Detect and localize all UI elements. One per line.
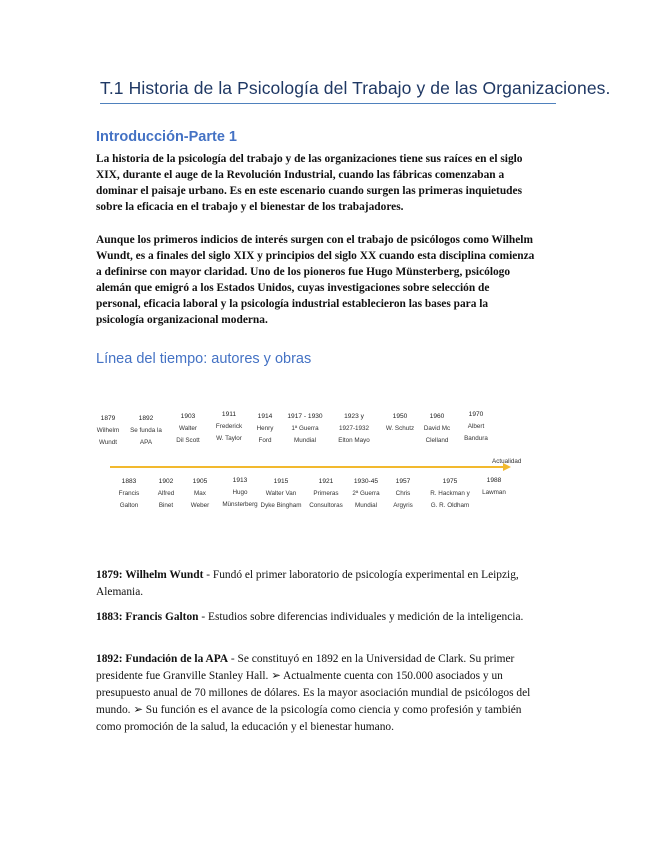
timeline-end-label: Actualidad (492, 458, 522, 465)
timeline-bottom-item: 1915 Walter Van Dyke Bingham (260, 478, 302, 509)
timeline-bottom-item: 1988 Lawman (482, 477, 506, 496)
timeline-top-item: 1950 W. Schutz (385, 413, 415, 432)
timeline-top-item: 1911 Frederick W. Taylor (215, 411, 243, 442)
timeline-bottom-item: 1975 R. Hackman y G. R. Oldham (430, 478, 470, 509)
timeline-axis (110, 466, 505, 468)
timeline-bottom-item: 1905 Max Weber (190, 478, 210, 509)
timeline-top-item: 1923 y 1927-1932 Elton Mayo (338, 413, 370, 444)
timeline-heading: Línea del tiempo: autores y obras (96, 351, 312, 367)
timeline-top-item: 1917 - 1930 1ª Guerra Mundial (287, 413, 323, 444)
timeline-bottom-item: 1902 Alfred Binet (157, 478, 175, 509)
timeline-bottom-item: 1957 Chris Argyris (393, 478, 413, 509)
timeline-bottom-item: 1913 Hugo Münsterberg (222, 477, 258, 508)
intro-paragraph-2: Aunque los primeros indicios de interés surgen con el trabajo de psicólogos como Wilhelm Wundt, es a finales del siglo XIX y principios del siglo XX cuando esta disciplina comienza a definirse con mayor claridad. Uno de los pioneros fue Hugo Münsterberg, psicólogo alemán que emigró a los Estados Unidos, cuyas investigaciones sobre selección de personal, eficacia laboral y la psicología industrial establecieron las bases para la psicología organizacional moderna. (96, 234, 535, 326)
intro-paragraph-1: La historia de la psicología del trabajo y de las organizaciones tiene sus raíces en el siglo XIX, durante el auge de la Revolución Industrial, cuando las fábricas comenzaban a dominar el paisaje urbano. Es en este escenario cuando surgen las primeras inquietudes sobre la eficacia en el trabajo y el bienestar de los trabajadores. (96, 153, 523, 213)
timeline-bottom-item: 1930-45 2ª Guerra Mundial (352, 478, 380, 509)
timeline-arrow-icon (503, 463, 511, 471)
intro-heading: Introducción-Parte 1 (96, 129, 237, 145)
timeline-top-item: 1960 David Mc Clelland (423, 413, 451, 444)
timeline-top-item: 1970 Albert Bandura (464, 411, 488, 442)
entry-wundt: 1879: Wilhelm Wundt - Fundó el primer laboratorio de psicología experimental en Leipzig, Alemania. (96, 569, 519, 598)
entry-apa: 1892: Fundación de la APA - Se constituyó en 1892 en la Universidad de Clark. Su primer presidente fue Granville Stanley Hall. ➢ Actualmente cuenta con 150.000 asociados y un presupuesto anual de 70 millones de dólares. Es la mayor asociación mundial de psicólogos del mundo. ➢ Su función es el avance de la psicología como ciencia y como profesión y también como promoción de la salud, la educación y el bienestar humano. (96, 653, 531, 733)
timeline-top-item: 1879 Wilhelm Wundt (96, 415, 120, 446)
entry-galton: 1883: Francis Galton - Estudios sobre diferencias individuales y medición de la inteligencia. (96, 611, 524, 623)
timeline-top-item: 1892 Se funda la APA (130, 415, 162, 446)
timeline-bottom-item: 1883 Francis Galton (118, 478, 140, 509)
timeline-top-item: 1914 Henry Ford (256, 413, 274, 444)
page-title: T.1 Historia de la Psicología del Trabajo y de las Organizaciones. (100, 78, 556, 104)
timeline-bottom-item: 1921 Primeras Consultoras (309, 478, 343, 509)
timeline-top-item: 1903 Walter Dil Scott (176, 413, 200, 444)
